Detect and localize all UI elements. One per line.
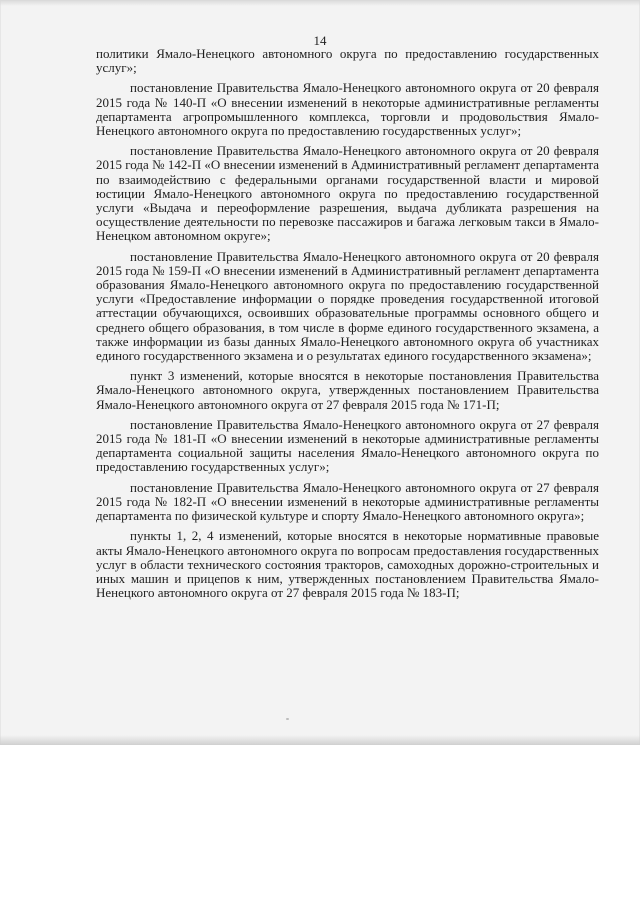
page-number: 14 [313,33,327,48]
paragraph-2: постановление Правительства Ямало-Ненецкого автономного округа от 20 февраля 2015 года № 140-П «О внесении изменений в некоторые административные регламенты департамента агропромышленного комплекса, торговли и продовольствия Ямало-Ненецкого автономного округа по предоставлению государственных услуг»; [96,80,599,139]
paragraph-6: постановление Правительства Ямало-Ненецкого автономного округа от 27 февраля 2015 года № 181-П «О внесении изменений в некоторые административные регламенты департамента социальной защиты населения Ямало-Ненецкого автономного округа по предоставлению государственных услуг»; [96,416,599,475]
paragraph-1: политики Ямало-Ненецкого автономного округа по предоставлению государственных услуг»; [96,46,599,76]
document-body [96,47,599,606]
paragraph-4: постановление Правительства Ямало-Ненецкого автономного округа от 20 февраля 2015 года № 159-П «О внесении изменений в Административный регламент департамента образования Ямало-Ненецкого автономного округа по предоставлению государственной услуги «Предоставление информации о порядке проведения государственной итоговой аттестации обучающихся, освоивших образовательные программы основного общего и среднего общего образования, в том числе в форме единого государственного экзамена, а также информации из базы данных Ямало-Ненецкого автономного округа об участниках единого государственного экзамена и о результатах единого государственного экзамена»; [96,248,599,364]
scan-speck [286,718,289,720]
paragraph-3: постановление Правительства Ямало-Ненецкого автономного округа от 20 февраля 2015 года № 142-П «О внесении изменений в Административный регламент департамента по взаимодействию с федеральными органами государственной власти и мировой юстиции Ямало-Ненецкого автономного округа по предоставлению государственной услуги «Выдача и переоформление разрешения, выдача дубликата разрешения на осуществление деятельности по перевозке пассажиров и багажа легковым такси в Ямало-Ненецком автономном округе»; [96,143,599,244]
paragraph-8: пункты 1, 2, 4 изменений, которые вносятся в некоторые нормативные правовые акты Ямало-Ненецкого автономного округа по вопросам предоставления государственных услуг в области технического состояния тракторов, самоходных дорожно-строительных и иных машин и прицепов к ним, утвержденных постановлением Правительства Ямало-Ненецкого автономного округа от 27 февраля 2015 года № 183-П; [96,528,599,601]
paragraph-5: пункт 3 изменений, которые вносятся в некоторые постановления Правительства Ямало-Ненецкого автономного округа, утвержденных постановлением Правительства Ямало-Ненецкого автономного округа от 27 февраля 2015 года № 171-П; [96,368,599,412]
paragraph-7: постановление Правительства Ямало-Ненецкого автономного округа от 27 февраля 2015 года № 182-П «О внесении изменений в некоторые административные регламенты департамента по физической культуре и спорту Ямало-Ненецкого автономного округа»; [96,479,599,524]
